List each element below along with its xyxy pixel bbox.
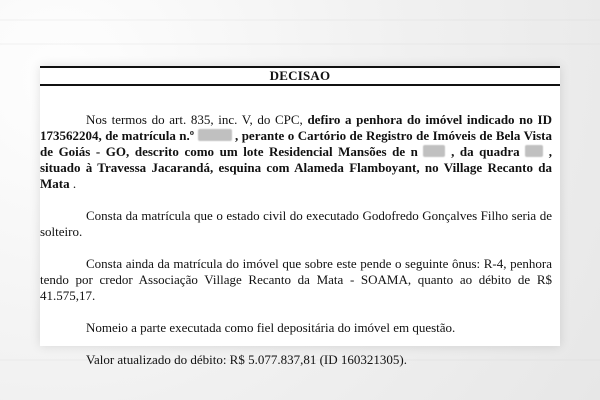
document-title-text: DECISAO [269,68,331,83]
paragraph-4: Nomeio a parte executada como fiel depositária do imóvel em questão. [86,320,456,335]
p1-text-1: Nos termos do art. 835, inc. V, do CPC, [86,112,308,127]
paragraph-5: Valor atualizado do débito: R$ 5.077.837,81 (ID 160321305). [86,352,407,367]
p1-text-2: defiro a penhora do imóvel indicado no ID 173562204, de matrícula n.º [40,112,552,143]
document-title [40,66,560,86]
document-body [40,112,552,384]
redaction-box [525,145,543,157]
p1-text-3: , perante o Cartório de Registro de Imóveis de Bela Vista de Goiás - GO, descrito como um lote Residencial Mansões de n [40,128,553,159]
document-page [40,66,560,367]
p1-text-4: , da quadra [451,144,520,159]
redaction-box [423,145,445,157]
paragraph-1 [40,112,552,192]
paragraph-3: Consta ainda da matrícula do imóvel que sobre este pende o seguinte ônus: R-4, penhora tendo por credor Associação Village Recanto da Mata - SOAMA, quanto ao débito de R$ 41.575,17. [40,256,552,303]
p1-text-5: , situado à Travessa Jacarandá, esquina com Alameda Flamboyant, no Village Recanto da Mata [40,144,553,191]
redaction-box [198,129,232,141]
paragraph-2: Consta da matrícula que o estado civil do executado Godofredo Gonçalves Filho seria de solteiro. [40,208,552,239]
p1-text-6: . [72,176,77,191]
